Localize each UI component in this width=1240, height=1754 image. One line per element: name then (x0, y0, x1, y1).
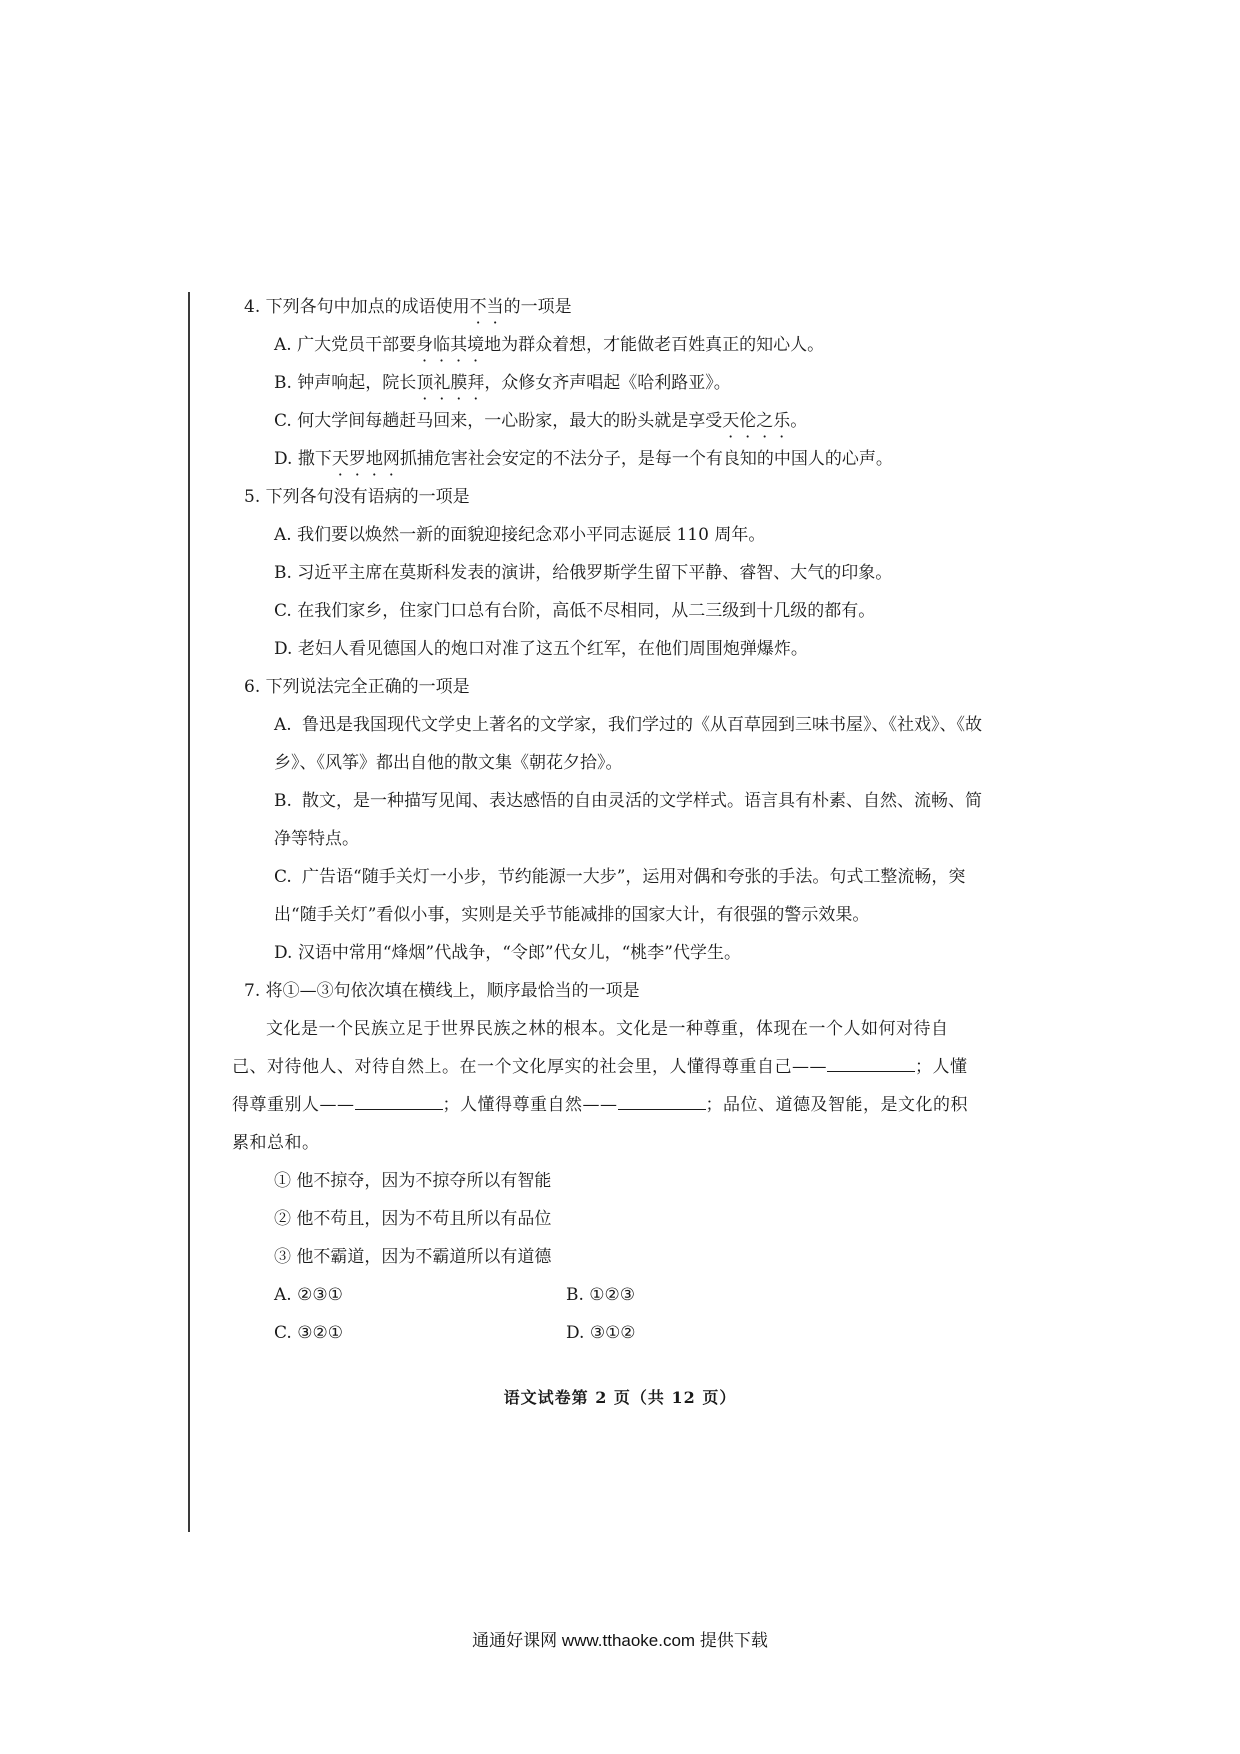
sentence-2: ② 他不苟且，因为不苟且所以有品位 (274, 1209, 552, 1229)
question-4-option-a: A. 广大党员干部要身临其境地为群众着想，才能做老百姓真正的知心人。 (274, 335, 825, 355)
question-4-title: 4. 下列各句中加点的成语使用不当的一项是 (244, 297, 572, 317)
question-5-option-c: C. 在我们家乡，住家门口总有台阶，高低不尽相同，从二三级到十几级的都有。 (274, 601, 876, 621)
question-6-option-b: B. 散文，是一种描写见闻、表达感悟的自由灵活的文学样式。语言具有朴素、自然、流畅、简净等特点。 (274, 791, 982, 849)
question-4-option-c: C. 何大学间每趟赶马回来，一心盼家，最大的盼头就是享受天伦之乐。 (274, 411, 808, 431)
fill-blank-1[interactable] (827, 1053, 915, 1072)
question-5-title: 5. 下列各句没有语病的一项是 (244, 487, 470, 507)
question-6 (244, 668, 984, 972)
question-5-option-d: D. 老妇人看见德国人的炮口对准了这五个红军，在他们周围炮弹爆炸。 (274, 639, 808, 659)
download-source: 通通好课网 www.tthaoke.com 提供下载 (472, 1631, 768, 1650)
question-6-title: 6. 下列说法完全正确的一项是 (244, 677, 470, 697)
question-4-option-b: B. 钟声响起，院长顶礼膜拜，众修女齐声唱起《哈利路亚》。 (274, 373, 731, 393)
question-6-option-c: C. 广告语“随手关灯一小步，节约能源一大步”，运用对偶和夸张的手法。句式工整流畅，突出“随手关灯”看似小事，实则是关乎节能减排的国家大计，有很强的警示效果。 (274, 867, 966, 925)
sentence-3: ③ 他不霸道，因为不霸道所以有道德 (274, 1247, 552, 1267)
question-6-option-a: A. 鲁迅是我国现代文学史上著名的文学家，我们学过的《从百草园到三味书屋》、《社戏》、《故乡》、《风筝》都出自他的散文集《朝花夕拾》。 (274, 715, 982, 773)
question-7-option-b: B. ①②③ (566, 1285, 636, 1305)
questions-content (232, 288, 984, 1352)
question-4 (244, 288, 984, 478)
question-7 (232, 972, 984, 1352)
question-7-option-c: C. ③②① (274, 1323, 343, 1343)
sentence-1: ① 他不掠夺，因为不掠夺所以有智能 (274, 1171, 552, 1191)
emphasis-dots: 不当 (469, 297, 504, 317)
dotted-idiom: 顶礼膜拜 (416, 373, 485, 393)
question-7-choices-row-1 (244, 1276, 984, 1314)
question-6-option-d: D. 汉语中常用“烽烟”代战争，“令郎”代女儿，“桃李”代学生。 (274, 943, 741, 963)
question-7-option-a: A. ②③① (274, 1285, 343, 1305)
question-7-option-d: D. ③①② (566, 1323, 636, 1343)
question-7-choices-row-2 (244, 1314, 984, 1352)
fill-blank-2[interactable] (355, 1091, 443, 1110)
question-5 (244, 478, 984, 668)
fill-blank-3[interactable] (618, 1091, 706, 1110)
dotted-idiom: 天罗地网 (331, 449, 400, 469)
page-number: 语文试卷第 2 页（共 12 页） (503, 1388, 737, 1407)
question-5-option-a: A. 我们要以焕然一新的面貌迎接纪念邓小平同志诞辰 110 周年。 (274, 525, 766, 545)
dotted-idiom: 身临其境 (416, 335, 485, 355)
question-7-title: 7. 将①—③句依次填在横线上，顺序最恰当的一项是 (244, 981, 640, 1001)
question-5-option-b: B. 习近平主席在莫斯科发表的演讲，给俄罗斯学生留下平静、睿智、大气的印象。 (274, 563, 893, 583)
margin-rule (188, 292, 190, 1532)
question-7-passage: 文化是一个民族立足于世界民族之林的根本。文化是一种尊重，体现在一个人如何对待自己、对待他人、对待自然上。在一个文化厚实的社会里，人懂得尊重自己—— ；人懂得尊重别人—— ；人懂得尊重自然—— ；品位、道德及智能，是文化的积累和总和。 (232, 1019, 968, 1153)
question-4-option-d: D. 撒下天罗地网抓捕危害社会安定的不法分子，是每一个有良知的中国人的心声。 (274, 449, 893, 469)
dotted-idiom: 天伦之乐 (722, 411, 791, 431)
